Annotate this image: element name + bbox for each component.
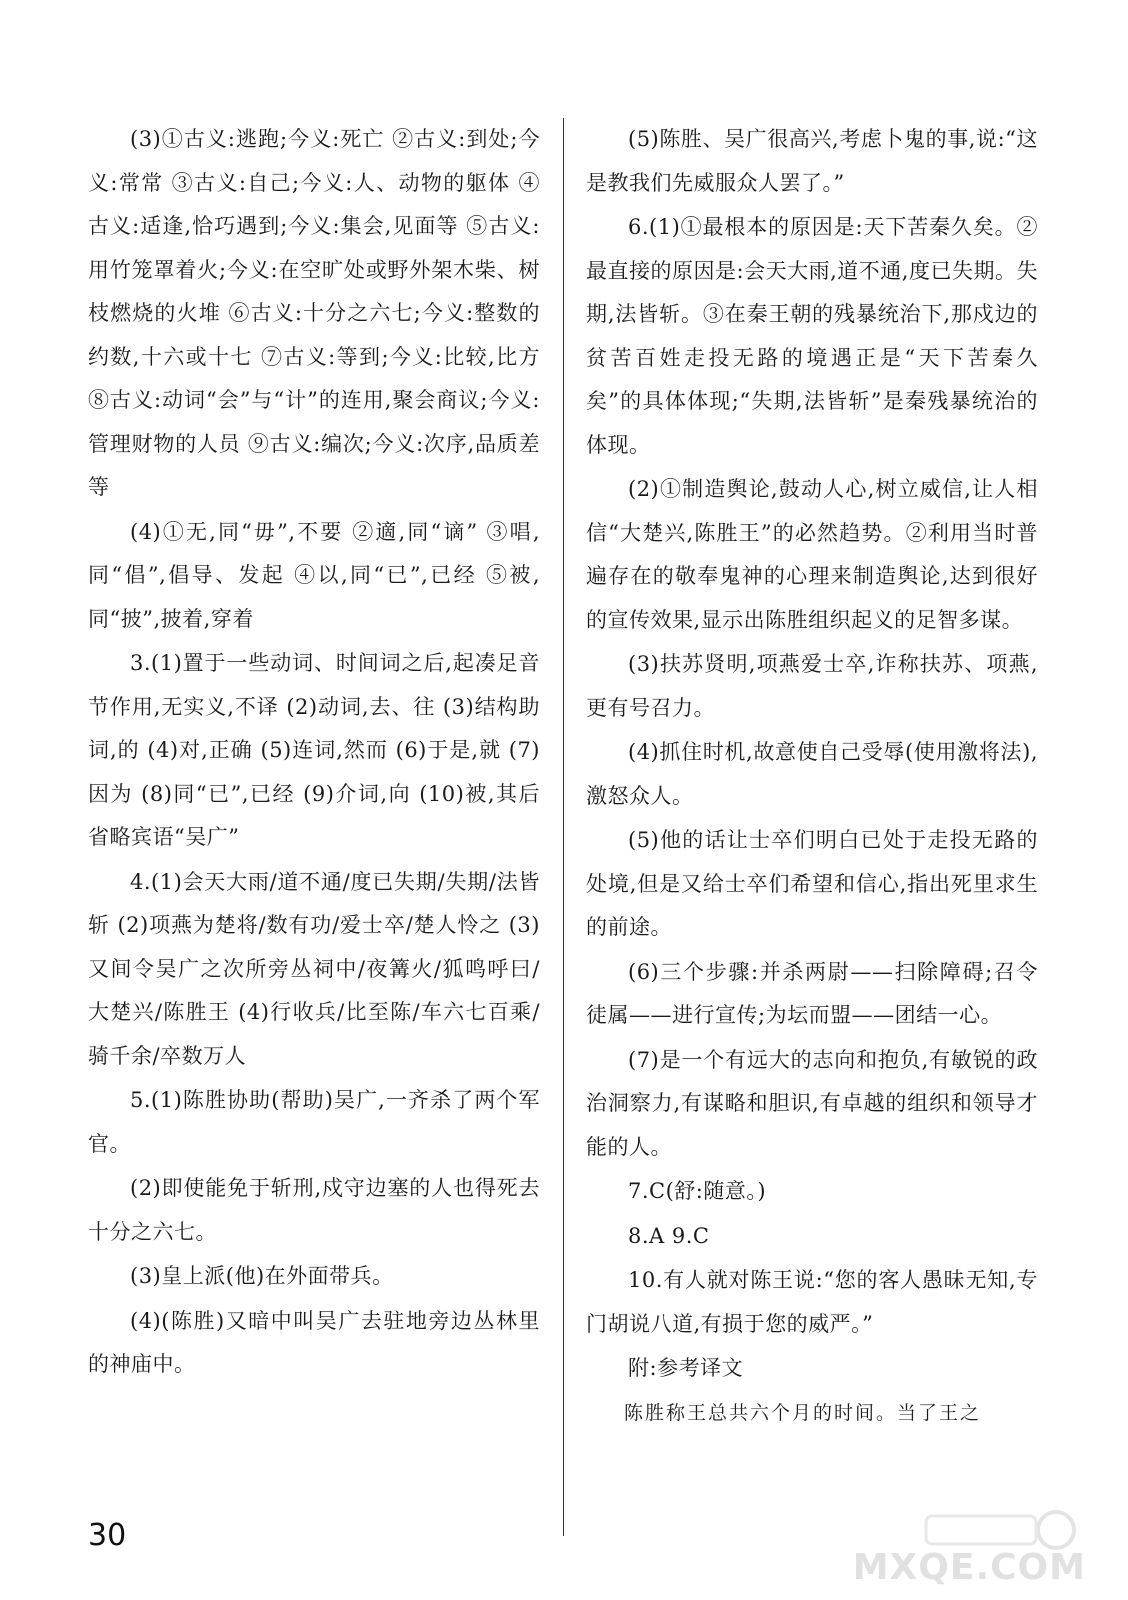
answer-paragraph: (4)抓住时机,故意使自己受辱(使用激将法),激怒众人。: [586, 740, 1038, 808]
answer-paragraph: 7.C(舒:随意。): [628, 1179, 767, 1203]
right-column: [586, 118, 1038, 1436]
answer-paragraph: (4)①无,同“毋”,不要 ②適,同“谪” ③唱,同“倡”,倡导、发起 ④以,同“已”,已经 ⑤被,同“披”,披着,穿着: [88, 519, 540, 631]
answer-paragraph: 3.(1)置于一些动词、时间词之后,起凑足音节作用,无实义,不译 (2)动词,去、往 (3)结构助词,的 (4)对,正确 (5)连词,然而 (6)于是,就 (7)因为 (8)同“已”,已经 (9)介词,向 (10)被,其后省略宾语“吴广”: [88, 651, 540, 849]
answer-paragraph: (3)①古义:逃跑;今义:死亡 ②古义:到处;今义:常常 ③古义:自己;今义:人、动物的躯体 ④古义:适逢,恰巧遇到;今义:集会,见面等 ⑤古义:用竹笼罩着火;今义:在空旷处或野外架木柴、树枝燃烧的火堆 ⑥古义:十分之六七;今义:整数的约数,十六或十七 ⑦古义:等到;今义:比较,比方 ⑧古义:动词“会”与“计”的连用,聚会商议;今义:管理财物的人员 ⑨古义:编次;今义:次序,品质差等: [88, 127, 540, 499]
section-heading: 附:参考译文: [628, 1356, 744, 1380]
page-number: 30: [88, 1518, 127, 1553]
column-divider: [563, 118, 564, 1536]
answer-paragraph: (2)①制造舆论,鼓动人心,树立威信,让人相信“大楚兴,陈胜王”的必然趋势。②利用当时普遍存在的敬奉鬼神的心理来制造舆论,达到很好的宣传效果,显示出陈胜组织起义的足智多谋。: [586, 477, 1038, 632]
answer-paragraph: (3)扶苏贤明,项燕爱士卒,诈称扶苏、项燕,更有号召力。: [586, 652, 1038, 720]
translation-paragraph: 陈胜称王总共六个月的时间。当了王之: [624, 1401, 982, 1424]
answer-paragraph: 4.(1)会天大雨/道不通/度已失期/失期/法皆斩 (2)项燕为楚将/数有功/爱士卒/楚人怜之 (3)又间令吴广之次所旁丛祠中/夜篝火/狐鸣呼曰/大楚兴/陈胜王 (4)行收兵/比至陈/车六七百乘/骑千余/卒数万人: [88, 869, 540, 1068]
answer-paragraph: 6.(1)①最根本的原因是:天下苦秦久矣。②最直接的原因是:会天大雨,道不通,度已失期。失期,法皆斩。③在秦王朝的残暴统治下,那戍边的贫苦百姓走投无路的境遇正是“天下苦秦久矣”的具体体现;“失期,法皆斩”是秦残暴统治的体现。: [586, 215, 1038, 457]
left-column: [88, 118, 540, 1388]
answer-paragraph: 10.有人就对陈王说:“您的客人愚昧无知,专门胡说八道,有损于您的威严。”: [586, 1268, 1038, 1336]
answer-paragraph: 5.(1)陈胜协助(帮助)吴广,一齐杀了两个军官。: [88, 1088, 540, 1156]
answer-paragraph: (6)三个步骤:并杀两尉——扫除障碍;召令徒属——进行宣传;为坛而盟——团结一心。: [586, 959, 1038, 1027]
watermark-logo-icon: [906, 1508, 1086, 1552]
answer-paragraph: (5)他的话让士卒们明白已处于走投无路的处境,但是又给士卒们希望和信心,指出死里求生的前途。: [586, 828, 1038, 939]
watermark-text: MXQE.COM: [852, 1547, 1086, 1588]
answer-paragraph: (7)是一个有远大的志向和抱负,有敏锐的政治洞察力,有谋略和胆识,有卓越的组织和领导才能的人。: [586, 1047, 1038, 1159]
answer-paragraph: 8.A 9.C: [628, 1223, 710, 1248]
watermark: [852, 1508, 1086, 1588]
answer-paragraph: (4)(陈胜)又暗中叫吴广去驻地旁边丛林里的神庙中。: [88, 1308, 540, 1376]
answer-paragraph: (3)皇上派(他)在外面带兵。: [130, 1264, 394, 1288]
answer-paragraph: (2)即使能免于斩刑,戍守边塞的人也得死去十分之六七。: [88, 1176, 540, 1244]
answer-paragraph: (5)陈胜、吴广很高兴,考虑卜鬼的事,说:“这是教我们先威服众人罢了。”: [586, 127, 1038, 195]
